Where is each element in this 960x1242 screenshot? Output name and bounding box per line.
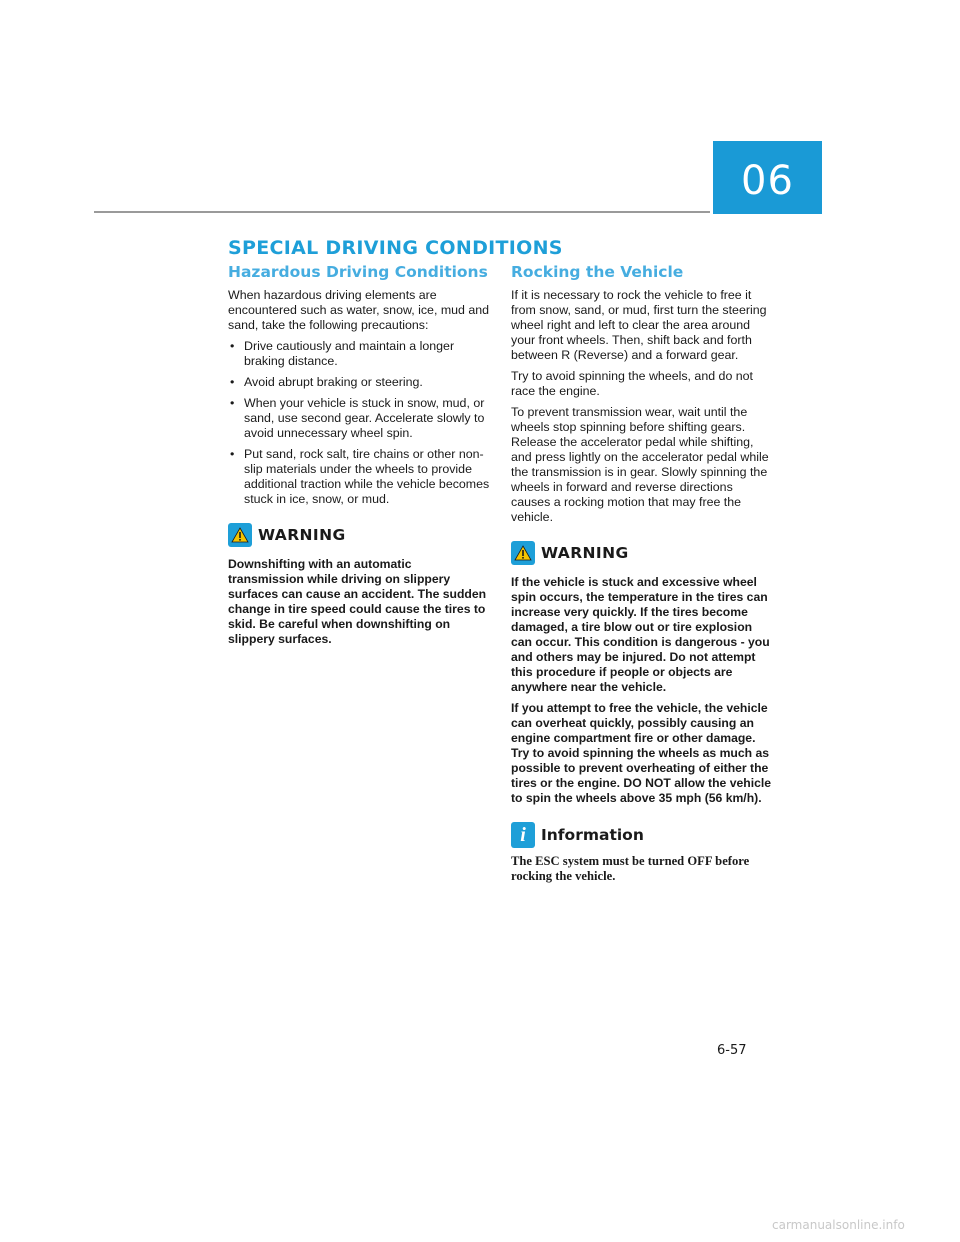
watermark: carmanualsonline.info <box>772 1218 905 1232</box>
warning-triangle-icon <box>228 523 252 547</box>
left-column <box>228 263 490 653</box>
information-text: The ESC system must be turned OFF before rocking the vehicle. <box>511 854 750 883</box>
chapter-number: 06 <box>741 157 794 204</box>
warning-title: WARNING <box>258 526 346 544</box>
warning-text: If the vehicle is stuck and excessive wheel spin occurs, the temperature in the tires can increase very quickly. If the tires become damaged, a tire blow out or tire explosion can occur. This condition is dangerous - you and others may be injured. Do not attempt this procedure if people or objects are anywhere near the vehicle. <box>511 575 770 694</box>
warning-text: If you attempt to free the vehicle, the vehicle can overheat quickly, possibly causing an engine compartment fire or other damage. Try to avoid spinning the wheels as much as possible to prevent overheating of either the tires or the engine. DO NOT allow the vehicle to spin the wheels above 35 mph (56 km/h). <box>511 701 772 805</box>
section-title: SPECIAL DRIVING CONDITIONS <box>228 237 563 259</box>
hazardous-conditions-heading: Hazardous Driving Conditions <box>228 263 488 281</box>
rocking-vehicle-heading: Rocking the Vehicle <box>511 263 684 281</box>
warning-triangle-icon <box>511 541 535 565</box>
right-column <box>511 263 773 884</box>
warning-header <box>511 541 773 565</box>
information-title: Information <box>541 826 644 844</box>
rocking-paragraph: To prevent transmission wear, wait until the wheels stop spinning before shifting gears. Release the accelerator pedal while shifting, and press lightly on the accelerator pedal while the transmission is in gear. Slowly spinning the wheels in forward and reverse directions causes a rocking motion that may free the vehicle. <box>511 405 769 524</box>
info-icon: i <box>511 822 535 848</box>
chapter-rule <box>94 211 710 213</box>
rocking-paragraph: If it is necessary to rock the vehicle to free it from snow, sand, or mud, first turn the steering wheel right and left to clear the area around your front wheels. Then, shift back and forth between R (Reverse) and a forward gear. <box>511 288 767 362</box>
information-header <box>511 822 773 848</box>
precautions-list <box>228 339 490 507</box>
hazardous-intro: When hazardous driving elements are encountered such as water, snow, ice, mud and sand, take the following precautions: <box>228 288 490 332</box>
warning-header <box>228 523 490 547</box>
chapter-tab <box>713 141 822 214</box>
warning-title: WARNING <box>541 544 629 562</box>
list-item: • When your vehicle is stuck in snow, mud, or sand, use second gear. Accelerate slowly to avoid unnecessary wheel spin. <box>228 396 490 441</box>
warning-text: Downshifting with an automatic transmission while driving on slippery surfaces can cause an accident. The sudden change in tire speed could cause the tires to skid. Be careful when downshifting on slippery surfaces. <box>228 557 487 646</box>
list-item: • Put sand, rock salt, tire chains or other non-slip materials under the wheels to provide additional traction while the vehicle becomes stuck in ice, snow, or mud. <box>228 447 490 507</box>
page-number: 6-57 <box>717 1043 747 1058</box>
list-item: • Drive cautiously and maintain a longer braking distance. <box>228 339 490 369</box>
list-item: • Avoid abrupt braking or steering. <box>228 375 490 390</box>
rocking-paragraph: Try to avoid spinning the wheels, and do not race the engine. <box>511 369 753 398</box>
